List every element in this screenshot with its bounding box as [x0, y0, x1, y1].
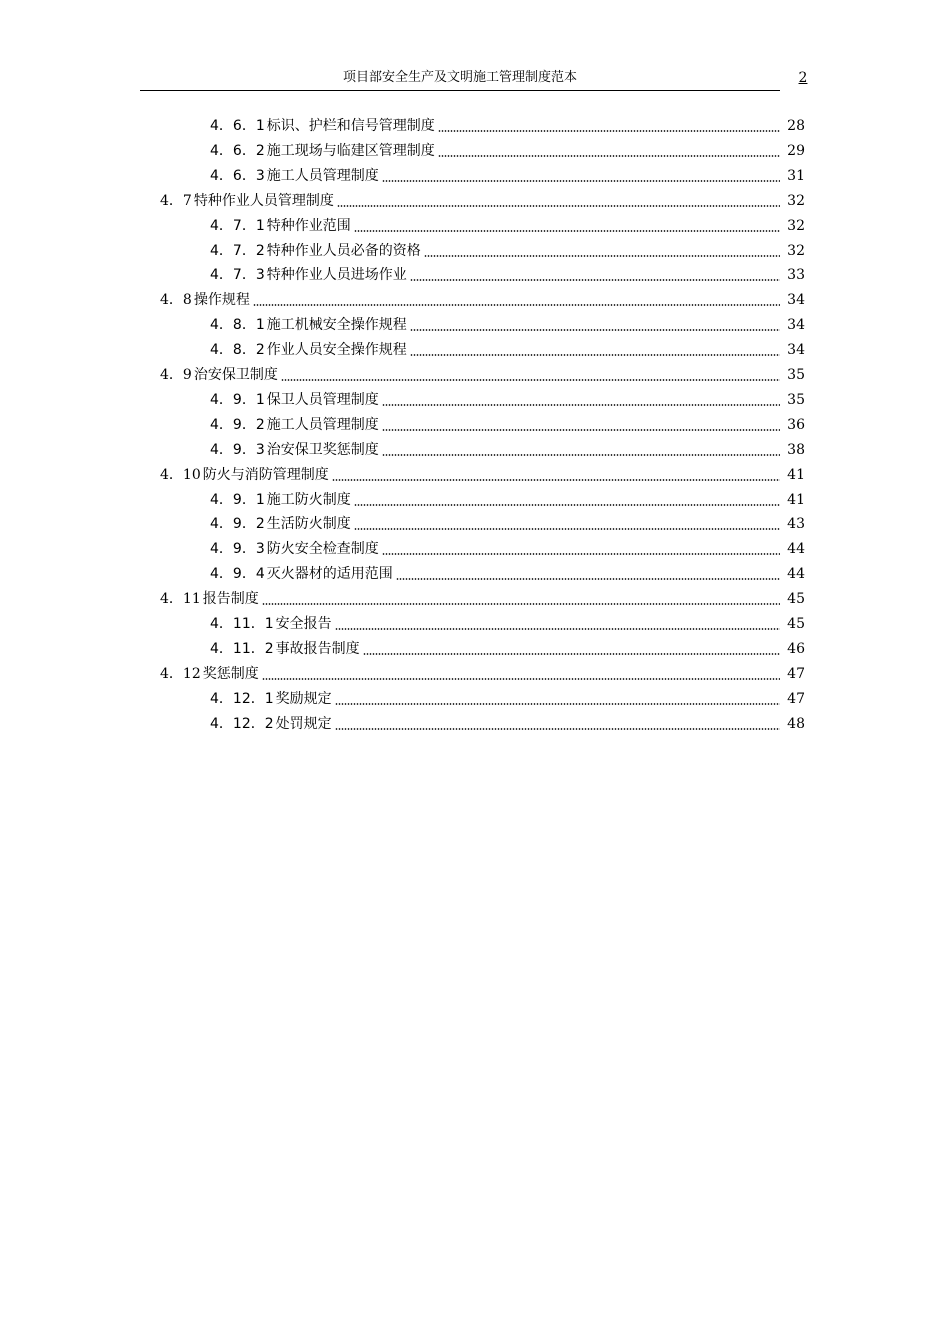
toc-entry-page: 29 [787, 142, 805, 159]
toc-dot-leader [410, 329, 780, 331]
toc-entry-number: 4．7．2 [210, 242, 265, 259]
toc-dot-leader [337, 205, 780, 207]
toc-dot-leader [335, 728, 780, 730]
toc-entry-title: 施工防火制度 [266, 491, 351, 508]
toc-entry-title: 施工人员管理制度 [266, 416, 379, 433]
toc-entry-page: 48 [787, 715, 805, 732]
toc-entry-number: 4．11．1 [210, 616, 274, 632]
toc-dot-leader [281, 379, 780, 381]
toc-entry-title: 防火与消防管理制度 [202, 466, 329, 483]
toc-entry-page: 38 [787, 441, 805, 458]
toc-entry-number: 4．8．1 [210, 317, 265, 334]
toc-entry[interactable] [210, 338, 805, 362]
toc-dot-leader [354, 230, 780, 232]
document-title: 项目部安全生产及文明施工管理制度范本 [342, 70, 577, 85]
toc-entry[interactable] [210, 637, 805, 661]
toc-entry[interactable] [210, 313, 805, 337]
toc-entry[interactable] [210, 488, 805, 512]
toc-entry-page: 34 [787, 342, 805, 359]
toc-entry-title: 安全报告 [275, 616, 332, 632]
toc-entry-page: 35 [787, 367, 805, 383]
toc-entry-number: 4．8 [160, 292, 192, 309]
toc-dot-leader [410, 279, 780, 281]
toc-entry-number: 4．8．2 [210, 342, 265, 359]
toc-entry-title: 作业人员安全操作规程 [266, 342, 407, 359]
toc-entry-page: 28 [787, 118, 805, 134]
toc-entry-number: 4．11．2 [210, 640, 274, 657]
toc-entry-page: 32 [787, 217, 805, 234]
toc-entry-page: 32 [787, 192, 805, 209]
toc-entry[interactable] [210, 687, 805, 711]
toc-dot-leader [335, 703, 780, 705]
toc-entry-page: 34 [787, 292, 805, 309]
toc-entry[interactable] [210, 139, 805, 163]
toc-entry-page: 32 [787, 242, 805, 259]
toc-entry[interactable] [210, 512, 805, 536]
toc-entry[interactable] [210, 562, 805, 586]
toc-dot-leader [424, 255, 780, 257]
page-number: 2 [798, 70, 808, 86]
toc-entry-number: 4．9．4 [210, 566, 265, 583]
toc-entry-number: 4．6．3 [210, 167, 265, 184]
toc-entry-title: 施工机械安全操作规程 [266, 317, 407, 334]
toc-entry[interactable] [160, 662, 805, 686]
toc-entry[interactable] [210, 214, 805, 238]
toc-entry-number: 4．10 [160, 466, 201, 483]
toc-entry-number: 4．9．2 [210, 416, 265, 433]
toc-entry-number: 4．9．3 [210, 541, 265, 558]
toc-entry[interactable] [210, 388, 805, 412]
toc-entry-number: 4．9．3 [210, 441, 265, 458]
toc-dot-leader [382, 429, 780, 431]
toc-entry[interactable] [160, 363, 805, 387]
toc-entry-page: 41 [787, 466, 805, 483]
toc-entry-number: 4．9．2 [210, 516, 265, 533]
toc-entry[interactable] [160, 463, 805, 487]
toc-entry[interactable] [210, 263, 805, 287]
toc-dot-leader [262, 678, 780, 680]
toc-dot-leader [396, 578, 780, 580]
toc-dot-leader [363, 653, 780, 655]
toc-dot-leader [438, 130, 780, 132]
toc-entry[interactable] [210, 164, 805, 188]
toc-entry-page: 43 [787, 516, 805, 533]
toc-dot-leader [335, 628, 780, 630]
toc-entry[interactable] [210, 413, 805, 437]
toc-entry[interactable] [210, 438, 805, 462]
toc-entry-title: 生活防火制度 [266, 516, 351, 533]
toc-entry-title: 治安保卫奖惩制度 [266, 441, 379, 458]
toc-entry-number: 4．7 [160, 192, 192, 209]
toc-entry-title: 特种作业范围 [266, 217, 351, 234]
toc-entry-title: 治安保卫制度 [193, 367, 278, 383]
page-header [140, 68, 780, 91]
toc-entry-title: 保卫人员管理制度 [266, 391, 379, 408]
toc-entry-page: 45 [787, 616, 805, 632]
toc-entry-page: 41 [787, 491, 805, 508]
toc-entry[interactable] [210, 114, 805, 138]
toc-entry-page: 36 [787, 416, 805, 433]
toc-entry-page: 44 [787, 541, 805, 558]
toc-entry-title: 特种作业人员进场作业 [266, 267, 407, 284]
toc-entry-number: 4．12．2 [210, 715, 274, 732]
toc-dot-leader [262, 603, 780, 605]
toc-entry-page: 44 [787, 566, 805, 583]
toc-dot-leader [354, 528, 780, 530]
toc-entry-page: 47 [787, 665, 805, 682]
toc-dot-leader [382, 404, 780, 406]
toc-entry-title: 奖惩制度 [202, 665, 259, 682]
toc-entry-title: 报告制度 [202, 591, 259, 608]
toc-entry-number: 4．9．1 [210, 391, 265, 408]
toc-entry-number: 4．9 [160, 367, 192, 383]
toc-entry-title: 特种作业人员必备的资格 [266, 242, 421, 259]
toc-entry[interactable] [210, 612, 805, 636]
toc-dot-leader [382, 180, 780, 182]
toc-entry-number: 4．12．1 [210, 690, 274, 707]
toc-entry-title: 标识、护栏和信号管理制度 [266, 118, 435, 134]
toc-entry-page: 47 [787, 690, 805, 707]
toc-entry-title: 操作规程 [193, 292, 250, 309]
toc-entry-title: 事故报告制度 [275, 640, 360, 657]
toc-dot-leader [410, 354, 780, 356]
toc-entry-number: 4．11 [160, 591, 201, 608]
toc-entry[interactable] [210, 537, 805, 561]
toc-entry[interactable] [210, 239, 805, 263]
toc-entry-page: 35 [787, 391, 805, 408]
toc-entry-title: 特种作业人员管理制度 [193, 192, 334, 209]
toc-entry-page: 45 [787, 591, 805, 608]
toc-entry-number: 4．6．2 [210, 142, 265, 159]
toc-entry-number: 4．12 [160, 665, 201, 682]
toc-entry[interactable] [210, 712, 805, 736]
toc-entry-number: 4．7．3 [210, 267, 265, 284]
toc-dot-leader [438, 155, 780, 157]
toc-entry-page: 46 [787, 640, 805, 657]
toc-dot-leader [382, 454, 780, 456]
toc-entry[interactable] [160, 288, 805, 312]
toc-entry-title: 奖励规定 [275, 690, 332, 707]
toc-dot-leader [382, 553, 780, 555]
toc-entry-title: 施工现场与临建区管理制度 [266, 142, 435, 159]
toc-entry-page: 33 [787, 267, 805, 284]
toc-entry-page: 34 [787, 317, 805, 334]
toc-entry-title: 防火安全检查制度 [266, 541, 379, 558]
toc-dot-leader [354, 504, 780, 506]
toc-entry-number: 4．7．1 [210, 217, 265, 234]
toc-entry[interactable] [160, 189, 805, 213]
toc-entry-number: 4．9．1 [210, 491, 265, 508]
toc-entry-title: 处罚规定 [275, 715, 332, 732]
toc-entry-title: 施工人员管理制度 [266, 167, 379, 184]
toc-entry-title: 灭火器材的适用范围 [266, 566, 393, 583]
toc-entry[interactable] [160, 587, 805, 611]
toc-entry-number: 4．6．1 [210, 118, 265, 134]
toc-entry-page: 31 [787, 167, 805, 184]
toc-dot-leader [253, 304, 780, 306]
toc-dot-leader [332, 479, 780, 481]
